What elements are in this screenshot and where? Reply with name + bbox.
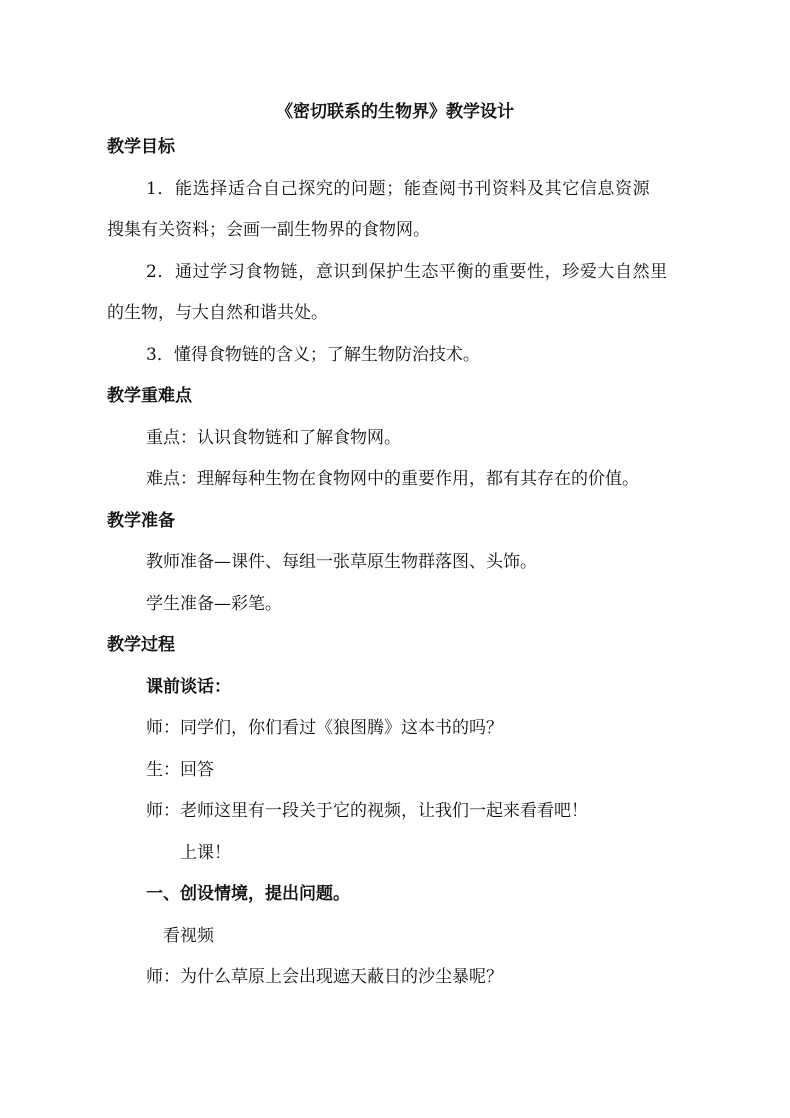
key-point-focus: 重点：认识食物链和了解食物网。 xyxy=(146,428,401,448)
objective-item-3: 3．懂得食物链的含义；了解生物防治技术。 xyxy=(146,345,480,365)
preparation-teacher: 教师准备—课件、每组一张草原生物群落图、头饰。 xyxy=(146,552,537,572)
process-heading: 教学过程 xyxy=(107,635,175,655)
pre-talk-heading: 课前谈话： xyxy=(146,677,231,697)
objective-item-1-line-1: 1．能选择适合自己探究的问题；能查阅书刊资料及其它信息资源 xyxy=(146,179,651,199)
preparation-heading: 教学准备 xyxy=(107,511,175,531)
dialog-line-1: 师：同学们，你们看过《狼图腾》这本书的吗？ xyxy=(146,718,503,738)
objective-item-1-line-2: 搜集有关资料；会画一副生物界的食物网。 xyxy=(107,220,430,240)
dialog-line-2: 生：回答 xyxy=(146,760,214,780)
objective-item-2-line-2: 的生物，与大自然和谐共处。 xyxy=(107,303,328,323)
objective-item-2-line-1: 2．通过学习食物链，意识到保护生态平衡的重要性，珍爱大自然里 xyxy=(146,262,668,282)
watch-video-line: 看视频 xyxy=(163,926,214,946)
preparation-student: 学生准备—彩笔。 xyxy=(146,594,282,614)
class-start-line: 上课！ xyxy=(180,843,231,863)
key-points-heading: 教学重难点 xyxy=(107,386,192,406)
dialog-line-4: 师：为什么草原上会出现遮天蔽日的沙尘暴呢？ xyxy=(146,967,503,987)
key-point-difficulty: 难点：理解每种生物在食物网中的重要作用，都有其存在的价值。 xyxy=(146,469,639,489)
objectives-heading: 教学目标 xyxy=(107,137,175,157)
document-title: 《密切联系的生物界》教学设计 xyxy=(276,102,514,122)
dialog-line-3: 师：老师这里有一段关于它的视频，让我们一起来看看吧！ xyxy=(146,801,588,821)
step-1-heading: 一、创设情境，提出问题。 xyxy=(146,884,350,904)
